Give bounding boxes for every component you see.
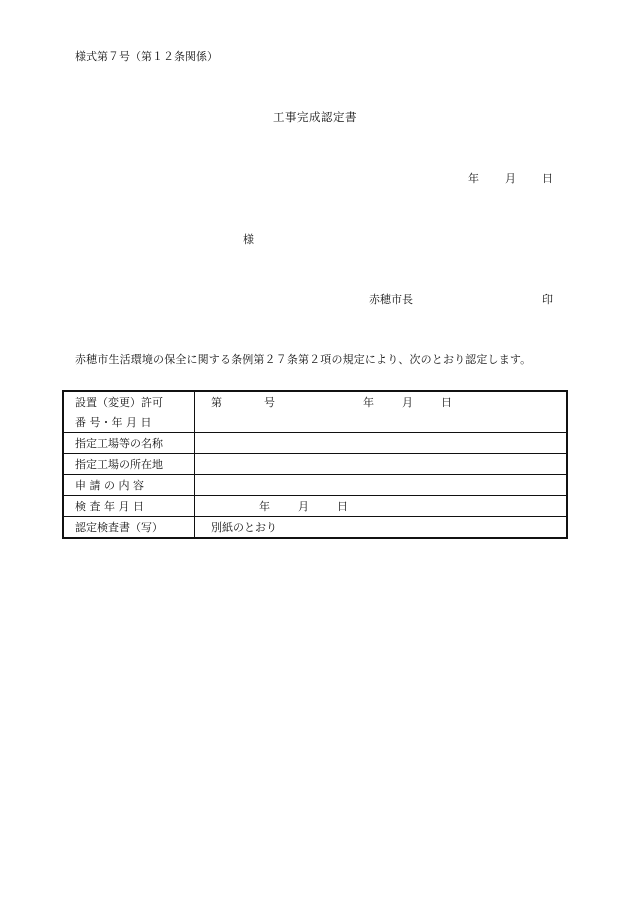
form-number: 様式第７号（第１２条関係）	[75, 50, 218, 63]
table-row-certificate	[63, 517, 567, 539]
table-row-inspection-date	[63, 496, 567, 517]
issue-date	[468, 172, 553, 186]
factory-name-value	[195, 433, 568, 454]
inspection-month: 月	[298, 500, 309, 513]
seal-mark: 印	[542, 293, 553, 306]
permit-go: 号	[264, 396, 275, 409]
inspection-date-label: 検 査 年 月 日	[63, 496, 195, 517]
date-month: 月	[505, 172, 516, 185]
info-table	[62, 390, 568, 539]
factory-location-label: 指定工場の所在地	[63, 454, 195, 475]
application-label: 申 請 の 内 容	[63, 475, 195, 496]
inspection-year: 年	[259, 500, 270, 513]
table-row-application	[63, 475, 567, 496]
permit-year: 年	[363, 396, 374, 409]
addressee-suffix: 様	[243, 233, 254, 246]
inspection-day: 日	[337, 500, 348, 513]
factory-location-value	[195, 454, 568, 475]
table-row-permit-2	[63, 412, 567, 433]
date-day: 日	[542, 172, 553, 185]
date-year: 年	[468, 172, 479, 185]
table-row-factory-name	[63, 433, 567, 454]
permit-value	[195, 391, 568, 412]
permit-label-line2: 番 号・年 月 日	[63, 412, 195, 433]
permit-month: 月	[402, 396, 413, 409]
inspection-date-value	[195, 496, 568, 517]
body-text: 赤穂市生活環境の保全に関する条例第２７条第２項の規定により、次のとおり認定します。	[75, 353, 532, 366]
permit-label-line1: 設置（変更）許可	[63, 391, 195, 412]
issuer-name: 赤穂市長	[369, 293, 413, 306]
factory-name-label: 指定工場等の名称	[63, 433, 195, 454]
table-row-permit-1	[63, 391, 567, 412]
certificate-value: 別紙のとおり	[195, 517, 568, 539]
document-title: 工事完成認定書	[273, 110, 357, 124]
table-row-factory-location	[63, 454, 567, 475]
permit-day: 日	[441, 396, 452, 409]
application-value	[195, 475, 568, 496]
certificate-label: 認定検査書（写）	[63, 517, 195, 539]
permit-dai: 第	[211, 396, 222, 409]
